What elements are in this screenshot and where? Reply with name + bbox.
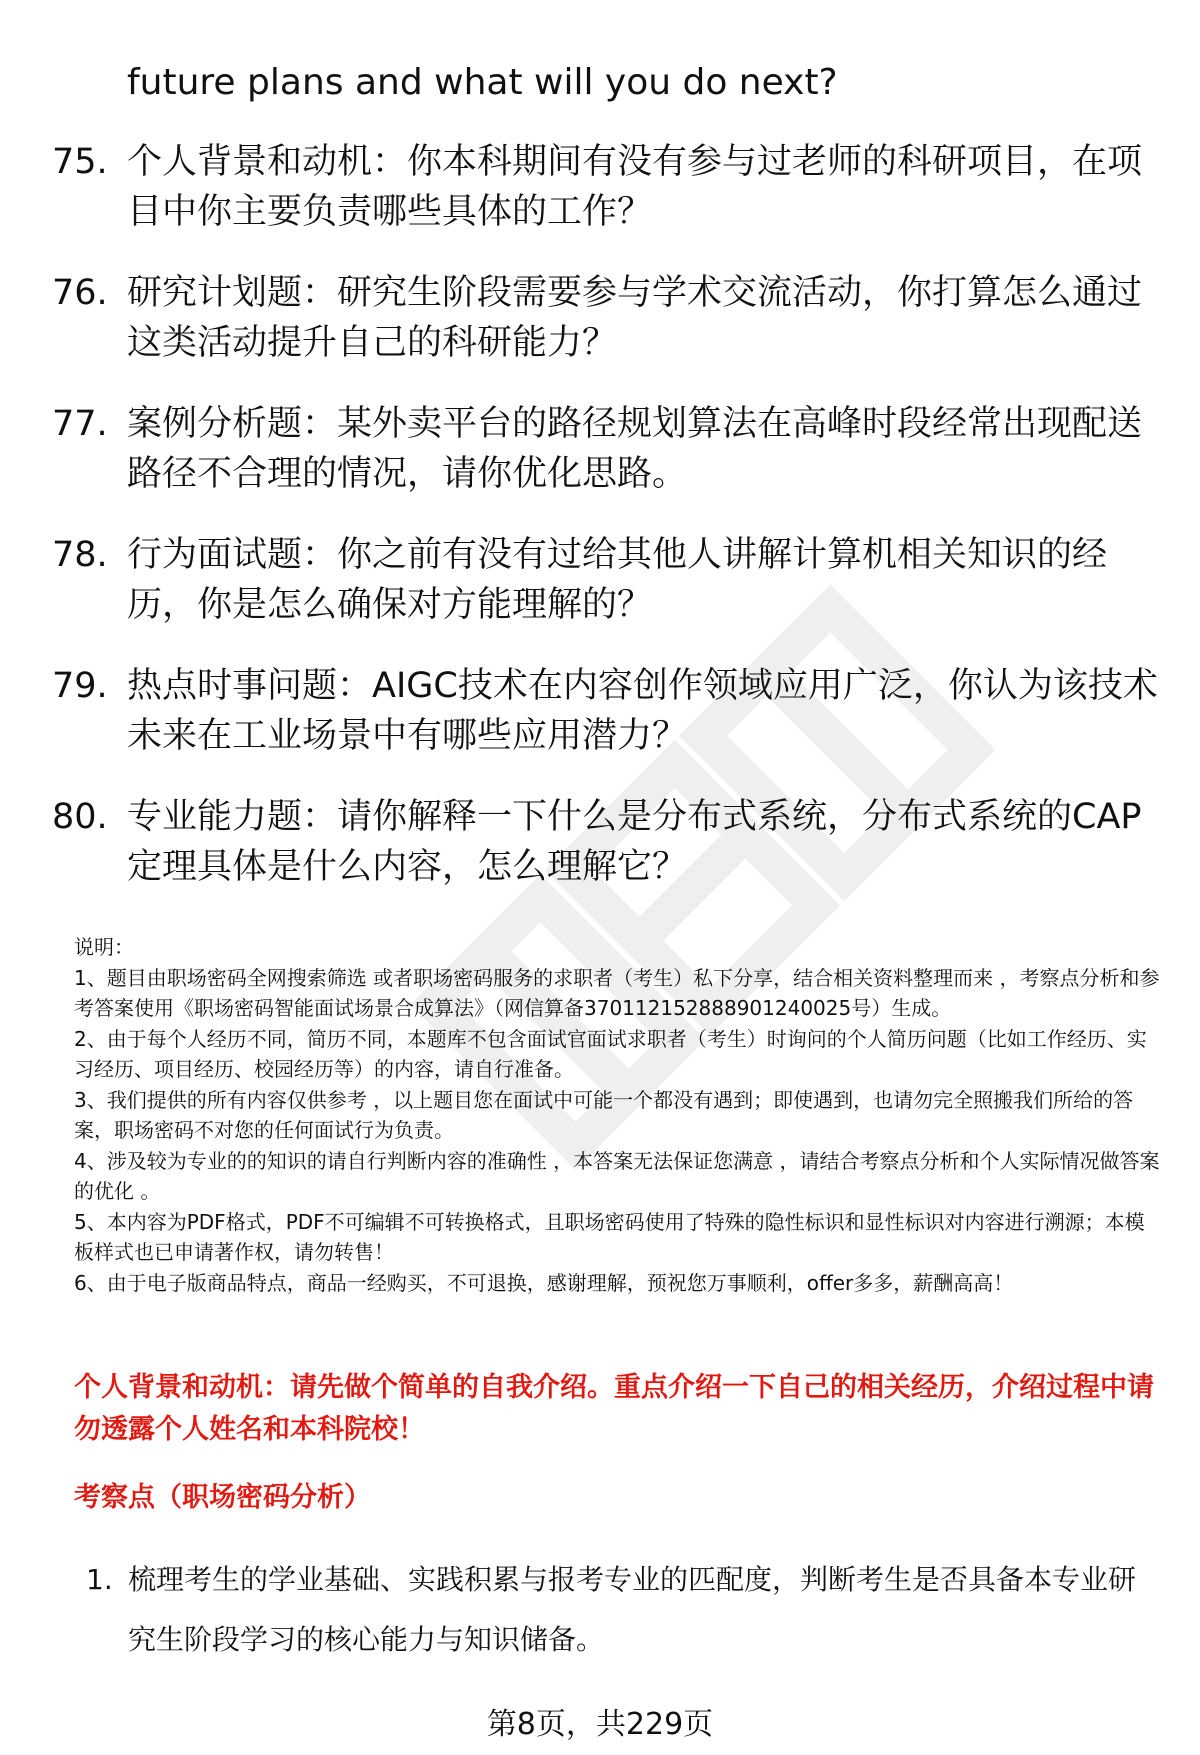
note-item: 1、题目由职场密码全网搜索筛选 或者职场密码服务的求职者（考生）私下分享，结合相关资料整理而来 ，考察点分析和参考答案使用《职场密码智能面试场景合成算法》（网信算备370112152888901240025号）生成。 bbox=[74, 965, 1160, 1020]
question-text: 案例分析题：某外卖平台的路径规划算法在高峰时段经常出现配送路径不合理的情况，请你优化思路。 bbox=[127, 404, 1143, 494]
analysis-item bbox=[0, 1550, 1200, 1670]
question-number: 79. bbox=[52, 666, 108, 706]
question-number: 77. bbox=[52, 404, 108, 444]
notes-title: 说明： bbox=[74, 935, 134, 959]
question-item bbox=[0, 792, 1200, 892]
note-item: 5、本内容为PDF格式，PDF不可编辑不可转换格式，且职场密码使用了特殊的隐性标识和显性标识对内容进行溯源；本模板样式也已申请著作权，请勿转售！ bbox=[74, 1209, 1145, 1264]
notes-section bbox=[74, 932, 1164, 1298]
question-continuation-text: future plans and what will you do next? bbox=[127, 62, 838, 103]
page-footer: 第8页，共229页 bbox=[486, 1707, 714, 1742]
question-list bbox=[0, 137, 1200, 923]
question-item bbox=[0, 399, 1200, 499]
note-item: 2、由于每个人经历不同，简历不同，本题库不包含面试官面试求职者（考生）时询问的个人简历问题（比如工作经历、实习经历、项目经历、校园经历等）的内容，请自行准备。 bbox=[74, 1026, 1147, 1081]
answer-section-heading: 个人背景和动机：请先做个简单的自我介绍。重点介绍一下自己的相关经历，介绍过程中请勿透露个人姓名和本科院校！ bbox=[74, 1372, 1154, 1445]
question-text: 行为面试题：你之前有没有过给其他人讲解计算机相关知识的经历，你是怎么确保对方能理解的？ bbox=[127, 535, 1108, 625]
question-number: 76. bbox=[52, 273, 108, 313]
question-item bbox=[0, 661, 1200, 761]
note-item: 3、我们提供的所有内容仅供参考 ，以上题目您在面试中可能一个都没有遇到；即使遇到，也请勿完全照搬我们所给的答案，职场密码不对您的任何面试行为负责。 bbox=[74, 1087, 1134, 1142]
question-text: 研究计划题：研究生阶段需要参与学术交流活动，你打算怎么通过这类活动提升自己的科研能力？ bbox=[127, 273, 1143, 363]
analysis-list bbox=[0, 1550, 1200, 1670]
question-text: 个人背景和动机：你本科期间有没有参与过老师的科研项目，在项目中你主要负责哪些具体的工作？ bbox=[127, 142, 1143, 232]
question-item bbox=[0, 268, 1200, 368]
question-number: 75. bbox=[52, 142, 108, 182]
question-item bbox=[0, 137, 1200, 237]
analysis-number: 1. bbox=[86, 1563, 113, 1596]
question-number: 78. bbox=[52, 535, 108, 575]
question-item bbox=[0, 530, 1200, 630]
analysis-text: 梳理考生的学业基础、实践积累与报考专业的匹配度，判断考生是否具备本专业研究生阶段学习的核心能力与知识储备。 bbox=[128, 1563, 1137, 1656]
note-item: 6、由于电子版商品特点，商品一经购买，不可退换，感谢理解，预祝您万事顺利，offer多多，薪酬高高！ bbox=[74, 1270, 1014, 1295]
analysis-subheading: 考察点（职场密码分析） bbox=[74, 1482, 371, 1513]
question-text: 专业能力题：请你解释一下什么是分布式系统，分布式系统的CAP定理具体是什么内容，怎么理解它？ bbox=[127, 797, 1142, 887]
question-text: 热点时事问题：AIGC技术在内容创作领域应用广泛，你认为该技术未来在工业场景中有哪些应用潜力？ bbox=[127, 666, 1158, 756]
question-number: 80. bbox=[52, 797, 108, 837]
note-item: 4、涉及较为专业的的知识的请自行判断内容的准确性 ，本答案无法保证您满意 ，请结合考察点分析和个人实际情况做答案的优化 。 bbox=[74, 1148, 1160, 1203]
